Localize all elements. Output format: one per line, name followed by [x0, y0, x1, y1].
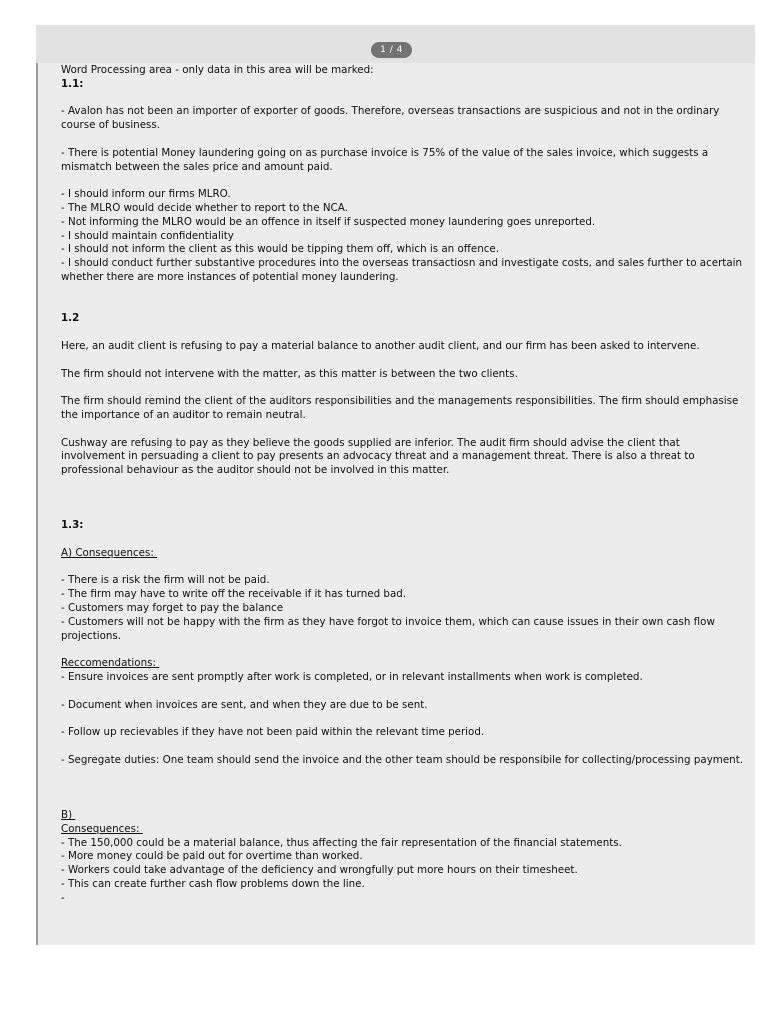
page-left-border [36, 63, 38, 945]
list-item: - Segregate duties: One team should send the invoice and the other team should be responsibile for collecting/processing payment. [61, 753, 744, 766]
paragraph: - Avalon has not been an importer of exporter of goods. Therefore, overseas transactions are suspicious and not in the ordinary course of business. [61, 105, 723, 132]
recommendations-label: Reccomendations: [61, 657, 160, 670]
subheading [61, 809, 743, 823]
list-item: - Not informing the MLRO would be an offence in itself if suspected money laundering goes unreported. [61, 215, 596, 228]
subheading [61, 657, 743, 671]
paragraph: Here, an audit client is refusing to pay a material balance to another audit client, and our firm has been asked to intervene. [61, 339, 700, 352]
subheading [61, 823, 743, 837]
list-item: - I should not inform the client as this would be tipping them off, which is an offence. [61, 243, 499, 256]
header-note: Word Processing area - only data in this area will be marked: [61, 64, 374, 76]
list-item: - Document when invoices are sent, and when they are due to be sent. [61, 698, 428, 711]
list-item: - I should maintain confidentiality [61, 229, 234, 242]
paragraph: The firm should remind the client of the auditors responsibilities and the managements responsibilities. The firm should emphasise the importance of an auditor to remain neutral. [61, 395, 742, 421]
list-item: - The firm may have to write off the receivable if it has turned bad. [61, 588, 407, 601]
paragraph: The firm should not intervene with the matter, as this matter is between the two clients. [61, 367, 518, 380]
part-b-label: B) [61, 809, 76, 822]
list-item: - This can create further cash flow problems down the line. [61, 878, 365, 891]
word-processing-area[interactable] [61, 64, 746, 906]
list-item: - There is a risk the firm will not be paid. [61, 574, 270, 587]
paragraph: Cushway are refusing to pay as they believe the goods supplied are inferior. The audit firm should advise the client that involvement in persuading a client to pay presents an advocacy threat and a management threat. There is also a threat to professional behaviour as the auditor should not be involved in this matter. [61, 436, 698, 477]
list-item: - Customers will not be happy with the firm as they have forgot to invoice them, which can cause issues in their own cash flow projections. [61, 615, 719, 642]
list-item: - I should inform our firms MLRO. [61, 188, 231, 201]
list-item: - Ensure invoices are sent promptly after work is completed, or in relevant installments when work is completed. [61, 671, 643, 684]
list-item: - Workers could take advantage of the deficiency and wrongfully put more hours on their timesheet. [61, 864, 578, 877]
list-item: - Customers may forget to pay the balance [61, 602, 284, 615]
document-viewer [36, 25, 755, 945]
list-item: - The MLRO would decide whether to report to the NCA. [61, 201, 348, 214]
section-heading-1-1: 1.1: [61, 77, 84, 90]
consequences-label-b: Consequences: [61, 822, 143, 835]
viewer-toolbar [36, 25, 755, 63]
subheading [61, 547, 743, 561]
page-indicator[interactable]: 1 / 4 [371, 42, 412, 58]
list-item: - More money could be paid out for overtime than worked. [61, 850, 363, 863]
consequences-label: A) Consequences: [61, 546, 158, 559]
paragraph: - There is potential Money laundering going on as purchase invoice is 75% of the value of the sales invoice, which suggests a mismatch between the sales price and amount paid. [61, 146, 712, 173]
list-item: - [61, 891, 65, 904]
list-item: - I should conduct further substantive procedures into the overseas transactiosn and investigate costs, and sales further to acertain whether there are more instances of potential money laundering. [61, 257, 746, 283]
section-heading-1-2: 1.2 [61, 312, 80, 325]
list-item: - The 150,000 could be a material balance, thus affecting the fair representation of the financial statements. [61, 836, 622, 849]
list-item: - Follow up recievables if they have not been paid within the relevant time period. [61, 726, 485, 739]
section-heading-1-3: 1.3: [61, 519, 84, 532]
